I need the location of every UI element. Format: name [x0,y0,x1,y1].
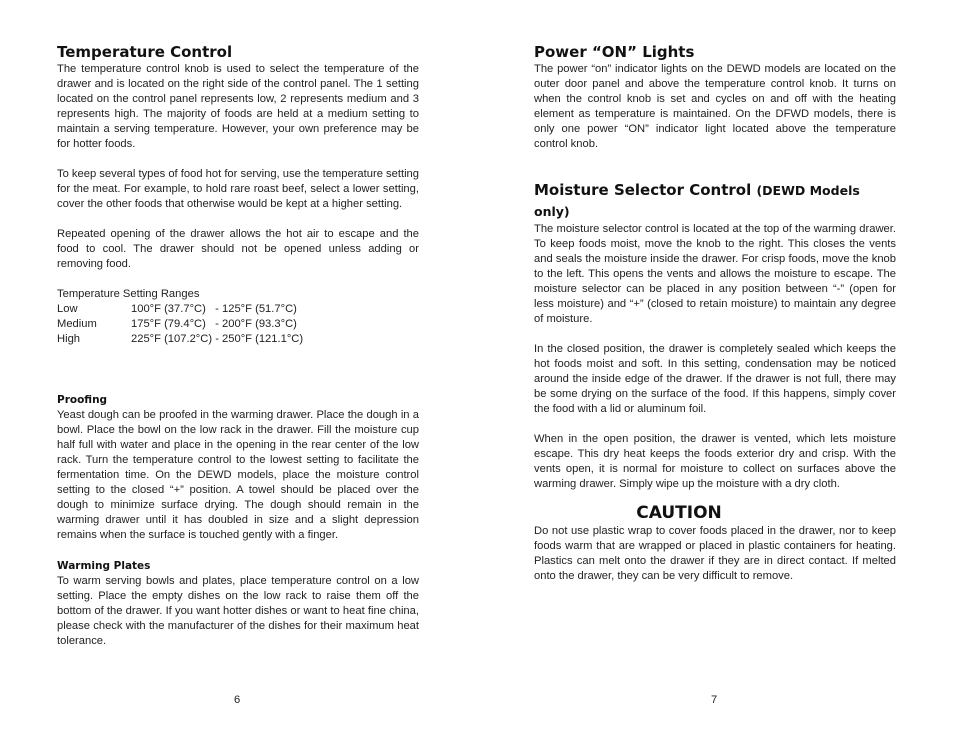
temperature-control-para-1: The temperature control knob is used to select the temperature of the drawer and is located on the right side of the control panel. The 1 setting located on the control panel represents low, 2 represents medium and 3 represents high. The majority of foods are held at a medium setting to maintain a serving temperature. However, your own preference may be for hotter foods. [57,63,419,150]
range-label: Medium [57,318,97,330]
moisture-selector-heading [534,180,896,222]
table-row [57,317,303,332]
temperature-control-para-3: Repeated opening of the drawer allows the hot air to escape and the food to cool. The drawer should not be opened unless adding or removing food. [57,228,419,270]
power-lights-heading: Power “ON” Lights [534,43,695,61]
moisture-selector-para-3: When in the open position, the drawer is vented, which lets moisture escape. This dry heat keeps the foods exterior dry and crisp. With the vents open, it is normal for moisture to collect on surfaces above the warming drawer. Simply wipe up the moisture with a dry cloth. [534,433,896,490]
temperature-ranges-table [57,302,303,347]
range-value: 225°F (107.2°C) - 250°F (121.1°C) [131,333,304,345]
range-value: 100°F (37.7°C) - 125°F (51.7°C) [131,303,297,315]
power-lights-text: The power “on” indicator lights on the DEWD models are located on the outer door panel and above the temperature control knob. It turns on when the control knob is set and cycles on and off with the heating element as temperature is maintained. On the DFWD models, there is only one power “ON” indicator light located above the temperature control knob. [534,63,896,150]
moisture-selector-title: Moisture Selector Control [534,181,752,199]
table-row [57,302,303,317]
temperature-control-heading: Temperature Control [57,43,233,61]
temperature-control-para-2: To keep several types of food hot for serving, use the temperature setting for the meat. For example, to hold rare roast beef, select a lower setting, cover the other foods that otherwise would be kept at a higher setting. [57,168,419,210]
moisture-selector-models-note: (DEWD Models only) [534,183,860,219]
table-row [57,332,303,347]
range-label: High [57,333,81,345]
proofing-text: Yeast dough can be proofed in the warming drawer. Place the dough in a bowl. Place the bowl on the low rack in the drawer. Fill the moisture cup half full with water and place in the opening in the rear center of the low rack. Turn the temperature control to the lowest setting to facilitate the fermentation time. On the DEWD models, place the moisture control setting to the closed “+” position. A towel should be placed over the dough to minimize surface drying. The dough should remain in the warming drawer until it has doubled in size and a slight depression remains when the surface is touched gently with a finger. [57,409,419,541]
warming-plates-heading: Warming Plates [57,560,151,572]
moisture-selector-para-1: The moisture selector control is located at the top of the warming drawer. To keep foods moist, move the knob to the right. This closes the vents and seals the moisture inside the drawer. For crisp foods, move the knob to the left. This opens the vents and allows the moisture to escape. The moisture selector can be placed in any position between “-” (open for less moisture) and “+” (closed to retain moisture) to maintain any degree of moisture. [534,223,896,325]
left-page-column [57,42,419,649]
right-page-column [534,42,896,584]
caution-heading: CAUTION [636,503,722,523]
moisture-selector-para-2: In the closed position, the drawer is completely sealed which keeps the hot foods moist and soft. In this setting, condensation may be noticed around the inside edge of the drawer. If the drawer is not full, there may be some drying on the surface of the food. If this happens, simply cover the food with a lid or aluminum foil. [534,343,896,415]
range-value: 175°F (79.4°C) - 200°F (93.3°C) [131,318,297,330]
page-number-right: 7 [711,694,718,706]
warming-plates-text: To warm serving bowls and plates, place temperature control on a low setting. Place the empty dishes on the low rack to raise them off the bottom of the drawer. If you want hotter dishes or want to heat fine china, please check with the manufacturer of the dishes for their maximum heat tolerance. [57,575,419,647]
range-label: Low [57,303,78,315]
caution-text: Do not use plastic wrap to cover foods placed in the drawer, nor to keep foods warm that are wrapped or placed in plastic containers for heating. Plastics can melt onto the drawer if they are in direct contact. If melted onto the drawer, they can be very difficult to remove. [534,525,896,582]
temperature-ranges-title: Temperature Setting Ranges [57,288,200,300]
page-number-left: 6 [234,694,241,706]
proofing-heading: Proofing [57,394,108,406]
